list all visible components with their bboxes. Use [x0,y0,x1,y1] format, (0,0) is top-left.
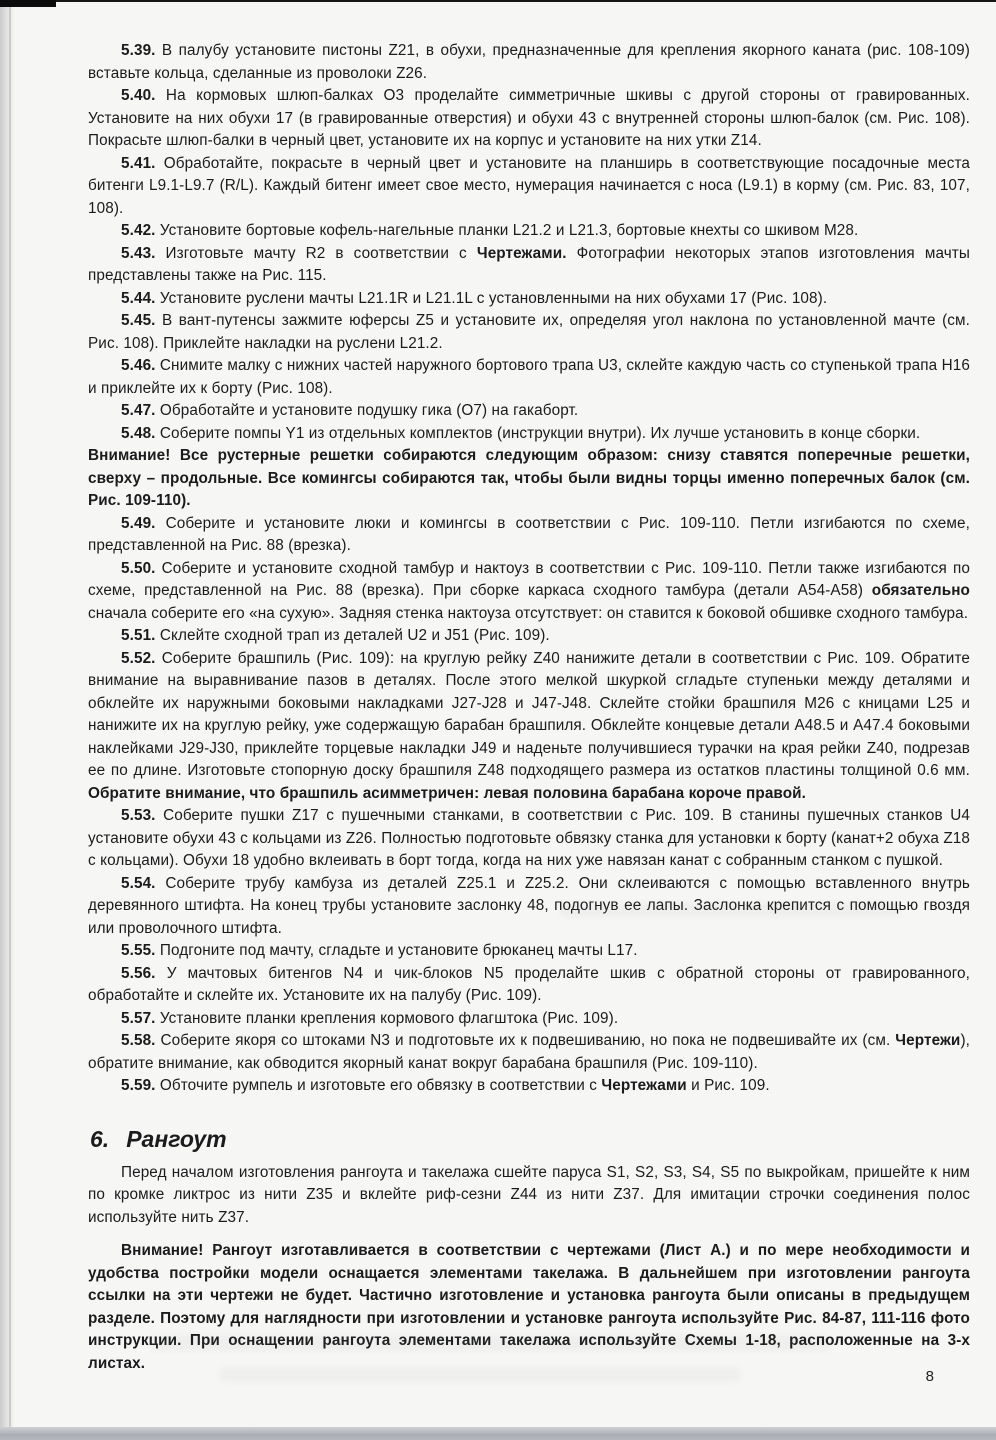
step-5-40 [88,85,970,153]
scan-top-edge [0,0,996,2]
text-segment: 5.49. [121,514,156,532]
step-5-50 [88,558,970,626]
page-number: 8 [925,1368,934,1385]
text-segment: Подгоните под мачту, сгладьте и установите брюканец мачты L17. [155,942,638,959]
text-segment: Соберите трубу камбуза из деталей Z25.1 и Z25.2. Они склеиваются с помощью вставленного внутрь деревянного штифта. На конец трубы установите заслонку 48, подогнув ее лапы. Заслонка крепится с помощью гвоздя или проволочного штифта. [88,874,970,937]
text-segment: У мачтовых битенгов N4 и чик-блоков N5 проделайте шкив с обратной стороны от гравированного, обработайте и склейте их. Установите их на палубу (Рис. 109). [88,964,970,1004]
text-segment: 5.42. [121,222,156,239]
step-5-47 [88,400,970,423]
text-segment: Чертежами. [476,244,567,262]
step-5-49 [88,513,970,558]
text-segment: Изготовьте мачту R2 в соответствии с [155,244,477,262]
scan-left-edge [0,0,15,1440]
text-segment: Соберите и установите люки и комингсы в соответствии с Рис. 109-110. Петли изгибаются по схеме, представленной на Рис. 88 (врезка). [88,514,970,554]
text-segment: Чертежами [601,1077,687,1094]
text-segment: Чертежи [895,1032,961,1049]
attention-note-grates [88,445,970,513]
text-segment: Обточите румпель и изготовьте его обвязку в соответствии с [155,1077,602,1094]
step-5-39 [88,40,970,85]
section-heading [90,1125,970,1153]
text-segment: 5.56. [121,964,156,982]
text-segment: Соберите помпы Y1 из отдельных комплектов (инструкции внутри). Их лучше установить в конце сборки. [155,424,921,442]
text-segment: 5.48. [121,424,156,442]
bleed-through-artifact [150,1335,830,1351]
step-5-41 [88,153,970,221]
text-segment: Установите руслени мачты L21.1R и L21.1L с установленными на них обухами 17 (Рис. 108). [155,289,828,307]
text-segment: 5.59. [121,1077,156,1094]
text-segment: Установите бортовые кофель-нагельные планки L21.2 и L21.3, бортовые кнехты со шкивом M28. [155,222,859,239]
text-segment: 5.55. [121,942,156,959]
section-number: 6. [90,1125,110,1152]
text-segment: 5.44. [121,289,156,307]
text-segment: 5.50. [121,559,156,577]
step-5-56 [88,963,970,1008]
step-5-55 [88,940,970,963]
step-5-42 [88,220,970,243]
text-segment: 5.46. [121,357,156,374]
text-segment: 5.41. [121,154,156,172]
step-5-58 [88,1030,970,1075]
text-segment: Обработайте и установите подушку гика (O7) на гакаборт. [155,402,579,419]
page-content [88,40,970,1375]
step-5-52 [88,648,970,806]
step-5-51 [88,625,970,648]
step-5-46 [88,355,970,400]
bleed-through-artifact [560,903,900,917]
text-segment: Склейте сходной трап из деталей U2 и J51 (Рис. 109). [155,627,550,644]
text-segment: 5.43. [121,244,156,262]
text-segment: сначала соберите его «на сухую». Задняя стенка нактоуза отсутствует: он ставится к боковой обшивке сходного тамбура. [88,604,969,622]
text-segment: Соберите пушки Z17 с пушечными станками, в соответствии с Рис. 109. В станины пушечных станков U4 установите обухи 43 с кольцами из Z26. Полностью подготовьте обвязку станка для установки к борту (канат+2 обуха Z18 с кольцами). Обухи 18 удобно вклеивать в борт тогда, когда на них уже навязан канат с собранным станком с пушкой. [88,807,970,869]
text-segment: Внимание! Рангоут изготавливается в соответствии с чертежами (Лист А.) и по мере необходимости и удобства постройки модели оснащается элементами такелажа. В дальнейшем при изготовлении рангоута ссылки на эти чертежи не будет. Частично изготовление и установка рангоута были описаны в предыдущем разделе. Поэтому для наглядности при изготовлении и установке рангоута используйте Рис. 84-87, 111-116 фото инструкции. При оснащении рангоута элементами такелажа используйте Схемы 1-18, расположенные на 3-х листах. [88,1242,970,1372]
text-segment: обязательно [871,582,970,599]
step-5-53 [88,805,970,873]
text-segment: Перед началом изготовления рангоута и такелажа сшейте паруса S1, S2, S3, S4, S5 по выкройкам, пришейте к ним по кромке ликтрос из нити Z35 и вклейте риф-сезни Z44 из нити Z37. Для имитации строчки соединения полос используйте нить Z37. [88,1163,970,1226]
text-segment: 5.58. [121,1032,156,1049]
text-segment: Установите планки крепления кормового флагштока (Рис. 109). [155,1009,619,1027]
step-5-44 [88,288,970,311]
text-segment: Внимание! Все рустерные решетки собираются следующим образом: снизу ставятся поперечные решетки, сверху – продольные. Все комингсы собираются так, чтобы были видны торцы именно поперечных балок (см. Рис. 109-110). [88,447,970,509]
instruction-paragraphs [88,40,970,1098]
text-segment: Соберите и установите сходной тамбур и нактоуз в соответствии с Рис. 109-110. Петли также изгибаются по схеме, представленной на Рис. 88 (врезка). При сборке каркаса сходного тамбура (детали A54-A58) [88,559,970,599]
text-segment: и Рис. 109. [686,1077,770,1094]
text-segment: 5.54. [121,874,156,892]
text-segment: Соберите якоря со штоками N3 и подготовьте их к подвешиванию, но пока не подвешивайте их (см. [155,1032,896,1049]
text-segment: 5.51. [121,627,156,644]
text-segment: 5.45. [121,312,156,329]
text-segment: В палубу установите пистоны Z21, в обухи, предназначенные для крепления якорного каната (рис. 108-109) вставьте кольца, сделанные из проволоки Z26. [88,42,970,82]
text-segment: Соберите брашпиль (Рис. 109): на круглую рейку Z40 нанижите детали в соответствии с Рис. 109. Обратите внимание на выравнивание пазов в деталях. После этого мелкой шкуркой сгладьте ступеньки между деталями и обклейте их наружными боковыми накладками J27-J28 и J47-J48. Склейте стойки брашпиля M26 с кницами L25 и нанижите их на круглую рейку, уже содержащую барабан брашпиля. Обклейте концевые детали A48.5 и A47.4 боковыми наклейками J29-J30, приклейте торцевые накладки J49 и наденьте получившиеся турачки на края рейки Z40, подрезав ее по длине. Изготовьте стопорную доску брашпиля Z48 подходящего размера из остатков пластины толщиной 0.6 мм. [88,649,970,779]
rigging-intro [88,1162,970,1230]
attention-note-rigging [88,1240,970,1375]
step-5-45 [88,310,970,355]
text-segment: ), обратите внимание, как обводится якорный канат вокруг барабана брашпиля (Рис. 109-110). [88,1032,970,1072]
step-5-48 [88,423,970,446]
text-segment: 5.52. [121,649,156,667]
text-segment: Фотографии некоторых этапов изготовления мачты представлены также на Рис. 115. [88,244,970,284]
text-segment: 5.39. [121,42,156,59]
text-segment: Снимите малку с нижних частей наружного бортового трапа U3, склейте каждую часть со ступенькой трапа H16 и приклейте их к борту (Рис. 108). [88,357,970,397]
text-segment: Обработайте, покрасьте в черный цвет и установите на планширь в соответствующие посадочные места битенги L9.1-L9.7 (R/L). Каждый битенг имеет свое место, нумерация начинается с носа (L9.1) в корму (см. Рис. 83, 107, 108). [88,154,970,217]
text-segment: 5.57. [121,1009,156,1027]
text-segment: На кормовых шлюп-балках O3 проделайте симметричные шкивы с другой стороны от гравированных. Установите на них обухи 17 (в гравированные отверстия) и обухи 43 с внутренней стороны шлюп-балок (см. Рис. 108). Покрасьте шлюп-балки в черный цвет, установите их на корпус и установите на них утки Z14. [88,87,970,149]
text-segment: Обратите внимание, что брашпиль асимметричен: левая половина барабана короче правой. [88,784,807,802]
scan-bottom-edge [0,1427,996,1440]
text-segment: 5.47. [121,402,156,419]
step-5-57 [88,1008,970,1031]
scan-left-edge-line [9,0,11,1440]
text-segment: 5.40. [121,87,156,104]
step-5-43 [88,243,970,288]
text-segment: 5.53. [121,807,156,824]
text-segment: В вант-путенсы зажмите юферсы Z5 и установите их, определяя угол наклона по установленной мачте (см. Рис. 108). Приклейте накладки на руслени L21.2. [88,312,970,352]
scan-top-corner-mark [0,0,56,7]
step-5-59 [88,1075,970,1098]
bleed-through-artifact [220,1368,740,1382]
section-title: Рангоут [126,1125,227,1152]
